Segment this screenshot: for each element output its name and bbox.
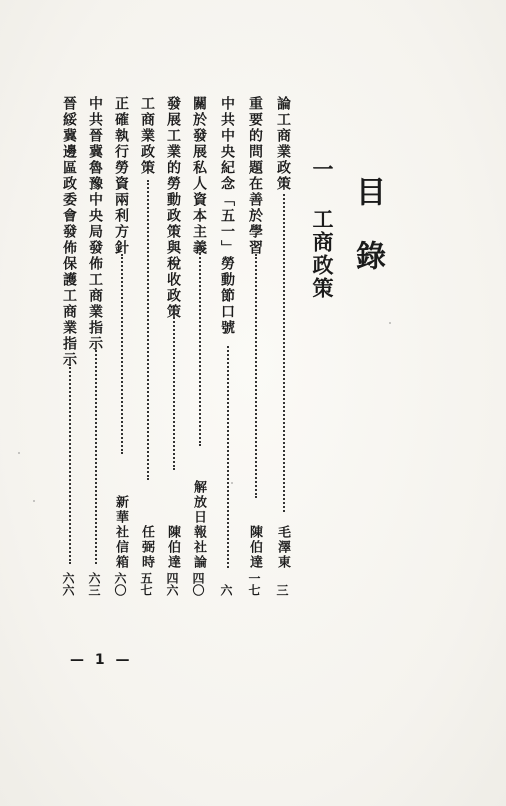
paper-speck bbox=[18, 452, 20, 454]
toc-entry[interactable] bbox=[216, 96, 242, 596]
toc-entry-title: 中共晉冀魯豫中央局發佈工商業指示 bbox=[87, 96, 103, 352]
toc-entry-page: 三 bbox=[275, 584, 289, 596]
paper-speck bbox=[33, 500, 35, 502]
toc-entry-author: 任弼時 bbox=[139, 525, 154, 570]
leader-dots bbox=[199, 246, 203, 446]
toc-entry[interactable] bbox=[110, 96, 136, 596]
toc-entry[interactable] bbox=[244, 96, 270, 596]
page-number: — 1 — bbox=[70, 652, 133, 668]
toc-entry-page: 六〇 bbox=[113, 572, 127, 596]
toc-entry-author: 陳伯達 bbox=[165, 525, 180, 570]
toc-entry[interactable] bbox=[272, 96, 298, 596]
toc-entry-author: 解放日報社論 bbox=[191, 480, 206, 570]
paper-speck bbox=[389, 322, 391, 324]
leader-dots bbox=[95, 350, 99, 564]
toc-entry[interactable] bbox=[188, 96, 214, 596]
toc-entry-title: 工商業政策 bbox=[139, 96, 155, 176]
toc-entry[interactable] bbox=[162, 96, 188, 596]
toc-entry-title: 中共中央紀念「五一」勞動節口號 bbox=[219, 96, 235, 336]
page-title: 目錄 bbox=[350, 176, 385, 304]
toc-entry[interactable] bbox=[84, 96, 110, 596]
leader-dots bbox=[121, 254, 125, 454]
toc-entry-page: 六三 bbox=[87, 572, 101, 596]
toc-entry-title: 發展工業的勞動政策與稅收政策 bbox=[165, 96, 181, 320]
paper-speck bbox=[231, 482, 233, 484]
toc-entry-page: 六六 bbox=[61, 572, 75, 596]
leader-dots bbox=[173, 310, 177, 470]
leader-dots bbox=[69, 364, 73, 564]
section-heading: 一 工商政策 bbox=[310, 158, 335, 300]
leader-dots bbox=[227, 346, 231, 568]
toc-entry-page: 四〇 bbox=[191, 572, 205, 596]
toc-entry-page: 五七 bbox=[139, 572, 153, 596]
toc-entry-author: 陳伯達 bbox=[247, 525, 262, 570]
toc-entry-page: 四六 bbox=[165, 572, 179, 596]
toc-entry-page: 一七 bbox=[247, 572, 261, 596]
toc-entry-title: 正確執行勞資兩利方針 bbox=[113, 96, 129, 256]
toc-entry-title: 重要的問題在善於學習 bbox=[247, 96, 263, 256]
toc-entry-title: 晉綏冀邊區政委會發佈保護工商業指示 bbox=[61, 96, 77, 368]
toc-entry[interactable] bbox=[58, 96, 84, 596]
toc-entry-page: 六 bbox=[219, 584, 233, 596]
toc-entry-author: 毛澤東 bbox=[275, 525, 290, 570]
toc-entry-author: 新華社信箱 bbox=[113, 495, 128, 570]
leader-dots bbox=[147, 180, 151, 480]
toc-entry-title: 關於發展私人資本主義 bbox=[191, 96, 207, 256]
leader-dots bbox=[283, 194, 287, 512]
leader-dots bbox=[255, 254, 259, 498]
toc-entry[interactable] bbox=[136, 96, 162, 596]
toc-entry-title: 論工商業政策 bbox=[275, 96, 291, 192]
